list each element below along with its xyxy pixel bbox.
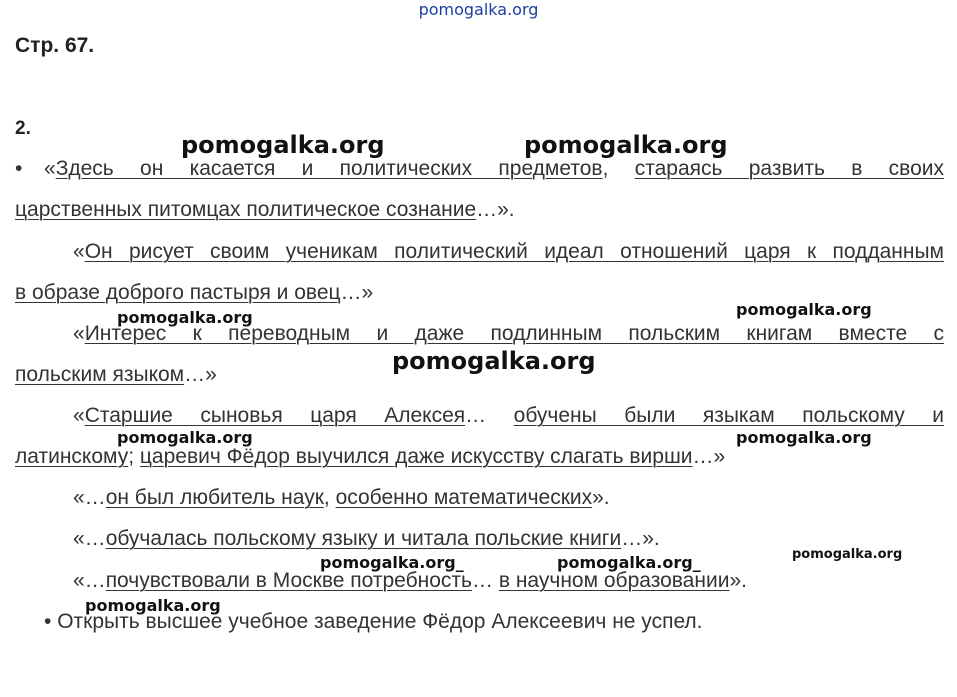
quote-7 (15, 560, 944, 601)
final-bullet: • Открыть высшее учебное заведение Фёдор Алексеевич не успел. (44, 610, 703, 633)
page-title: Стр. 67. (15, 34, 95, 57)
watermark: pomogalka.org_ (557, 553, 701, 572)
watermark: pomogalka.org (792, 547, 903, 562)
quote-4-line-2: латинскому; царевич Фёдор выучился даже искусству слагать вирши…» (15, 445, 726, 468)
quote-6-line-1: «…обучалась польскому языку и читала польские книги…». (73, 527, 660, 550)
section-number: 2. (15, 118, 31, 139)
quote-2-line-1: «Он рисует своим ученикам политический идеал отношений царя к подданным (73, 240, 944, 263)
quote-3-line-2: польским языком…» (15, 363, 217, 386)
watermark: pomogalka.org_ (320, 553, 464, 572)
quote-3-line-1: «Интерес к переводным и даже подлинным польским книгам вместе с (73, 322, 944, 345)
watermark: pomogalka.org (524, 131, 728, 159)
quote-7-line-1: «…почувствовали в Москве потребность… в научном образовании». (73, 569, 747, 592)
quote-1 (15, 148, 944, 230)
bullet-marker: • (44, 610, 52, 633)
bullet-marker: • (15, 157, 23, 180)
quote-5-line-1: «…он был любитель наук, особенно математических». (73, 486, 610, 509)
quote-1-line-1: • «Здесь он касается и политических предметов, стараясь развить в своих (15, 148, 944, 189)
watermark: pomogalka.org (736, 428, 872, 447)
watermark: pomogalka.org (181, 131, 385, 159)
watermark: pomogalka.org (736, 300, 872, 319)
watermark: pomogalka.org (85, 596, 221, 615)
quote-5 (15, 477, 944, 518)
quote-1-line-2: царственных питомцах политическое сознание…». (15, 198, 515, 221)
quote-2-line-2: в образе доброго пастыря и овец…» (15, 281, 374, 304)
watermark: pomogalka.org (117, 428, 253, 447)
header-watermark: pomogalka.org (418, 0, 539, 19)
watermark: pomogalka.org (392, 347, 596, 375)
quote-4-line-1: «Старшие сыновья царя Алексея… обучены были языкам польскому и (73, 404, 944, 427)
watermark: pomogalka.org (117, 308, 253, 327)
